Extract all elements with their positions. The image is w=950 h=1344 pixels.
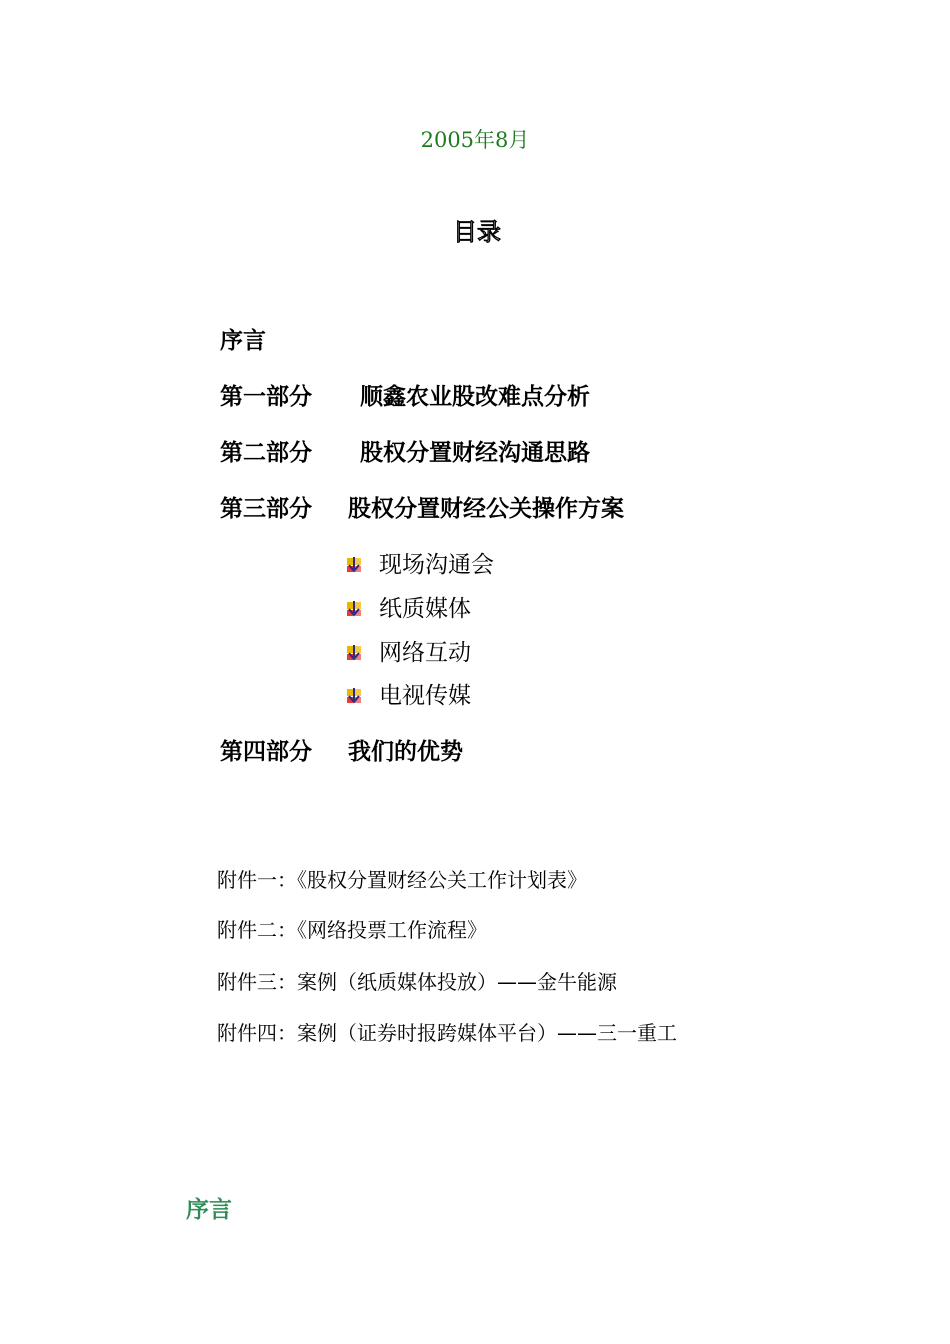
toc-entry-preface[interactable] [220, 322, 266, 355]
toc-entry-title: 顺鑫农业股改难点分析 [360, 384, 590, 410]
arrow-down-bullet-icon [345, 642, 363, 660]
toc-subitem[interactable] [345, 546, 494, 579]
toc-entry-part1[interactable] [220, 378, 590, 411]
toc-subitem-label: 现场沟通会 [379, 552, 494, 578]
toc-subitem-label: 纸质媒体 [379, 596, 471, 622]
toc-entry-part4[interactable] [220, 733, 463, 766]
appendix-item-2[interactable]: 附件二：《网络投票工作流程》 [217, 918, 487, 942]
toc-entry-number: 第一部分 [220, 384, 312, 410]
toc-entry-label: 序言 [220, 328, 266, 354]
toc-subitem[interactable] [345, 634, 471, 667]
toc-subitem-label: 电视传媒 [379, 683, 471, 709]
preface-heading: 序言 [186, 1197, 232, 1223]
document-date: 2005年8月 [420, 128, 530, 152]
arrow-down-bullet-icon [345, 554, 363, 572]
appendix-item-1[interactable]: 附件一：《股权分置财经公关工作计划表》 [217, 868, 587, 892]
arrow-down-bullet-icon [345, 685, 363, 703]
toc-subitem[interactable] [345, 590, 471, 623]
toc-entry-number: 第四部分 [220, 739, 312, 765]
toc-entry-title: 我们的优势 [348, 739, 463, 765]
arrow-down-bullet-icon [345, 598, 363, 616]
appendix-item-3[interactable]: 附件三：案例（纸质媒体投放）——金牛能源 [217, 970, 617, 994]
toc-title [449, 218, 505, 246]
toc-entry-title: 股权分置财经沟通思路 [360, 440, 590, 466]
toc-title-text: 目录 [453, 218, 501, 246]
toc-entry-number: 第三部分 [220, 496, 312, 522]
appendix-item-4[interactable]: 附件四：案例（证券时报跨媒体平台）——三一重工 [217, 1021, 677, 1045]
toc-entry-title: 股权分置财经公关操作方案 [348, 496, 624, 522]
toc-entry-number: 第二部分 [220, 440, 312, 466]
toc-entry-part2[interactable] [220, 434, 590, 467]
toc-entry-part3[interactable] [220, 490, 624, 523]
toc-subitem[interactable] [345, 677, 471, 710]
toc-subitem-label: 网络互动 [379, 640, 471, 666]
